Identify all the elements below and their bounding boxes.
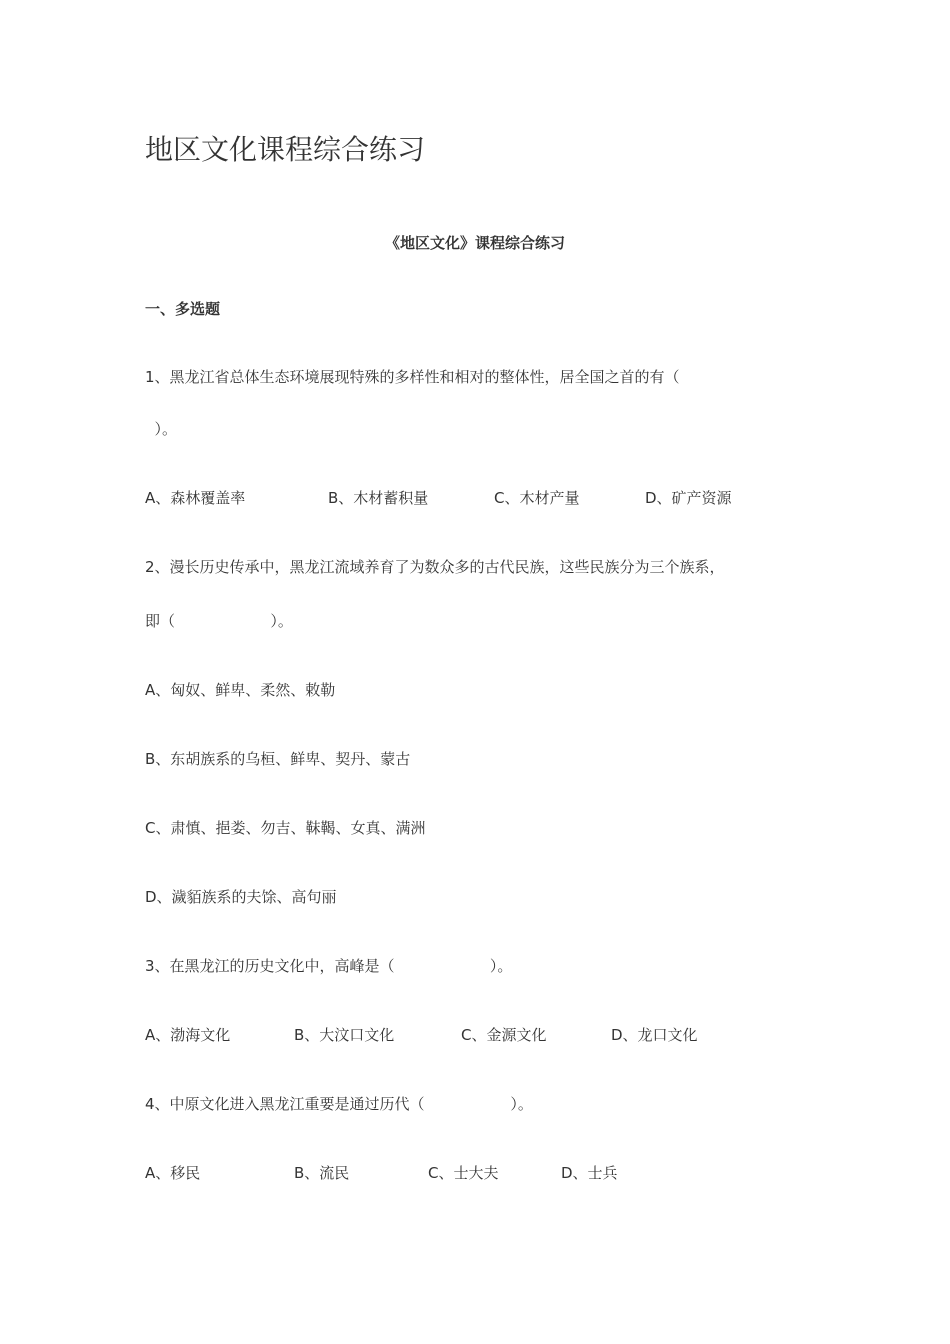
- question-2-text-line-1: 2、漫长历史传承中，黑龙江流域养育了为数众多的古代民族，这些民族分为三个族系，: [145, 558, 725, 576]
- question-2-option-d: D、濊貊族系的夫馀、高句丽: [145, 888, 337, 906]
- question-2-option-b: B、东胡族系的乌桓、鲜卑、契丹、蒙古: [145, 750, 411, 768]
- question-1-option-b: B、木材蓄积量: [328, 489, 429, 507]
- question-2-option-a: A、匈奴、鲜卑、柔然、敕勒: [145, 681, 336, 699]
- question-3-option-c: C、金源文化: [461, 1026, 547, 1044]
- question-4-option-c: C、士大夫: [428, 1164, 499, 1182]
- question-1-option-a: A、森林覆盖率: [145, 489, 246, 507]
- question-3-option-d: D、龙口文化: [611, 1026, 698, 1044]
- question-3-text: 3、在黑龙江的历史文化中，高峰是（ ）。: [145, 957, 513, 975]
- question-1-option-d: D、矿产资源: [645, 489, 732, 507]
- section-heading: 一、多选题: [145, 300, 221, 318]
- question-3-option-b: B、大汶口文化: [294, 1026, 395, 1044]
- question-4-option-d: D、士兵: [561, 1164, 618, 1182]
- document-title: 地区文化课程综合练习: [145, 133, 426, 166]
- question-4-option-b: B、流民: [294, 1164, 350, 1182]
- document-subtitle: 《地区文化》课程综合练习: [384, 234, 565, 252]
- question-1-text-line-1: 1、黑龙江省总体生态环境展现特殊的多样性和相对的整体性，居全国之首的有（: [145, 368, 680, 386]
- question-1-option-c: C、木材产量: [494, 489, 580, 507]
- question-2-option-c: C、肃慎、挹娄、勿吉、靺鞨、女真、满洲: [145, 819, 426, 837]
- question-2-text-line-2: 即（ ）。: [145, 612, 293, 630]
- question-3-option-a: A、渤海文化: [145, 1026, 231, 1044]
- question-1-text-line-2: ）。: [145, 420, 178, 438]
- question-4-option-a: A、移民: [145, 1164, 201, 1182]
- question-4-text: 4、中原文化进入黑龙江重要是通过历代（ ）。: [145, 1095, 533, 1113]
